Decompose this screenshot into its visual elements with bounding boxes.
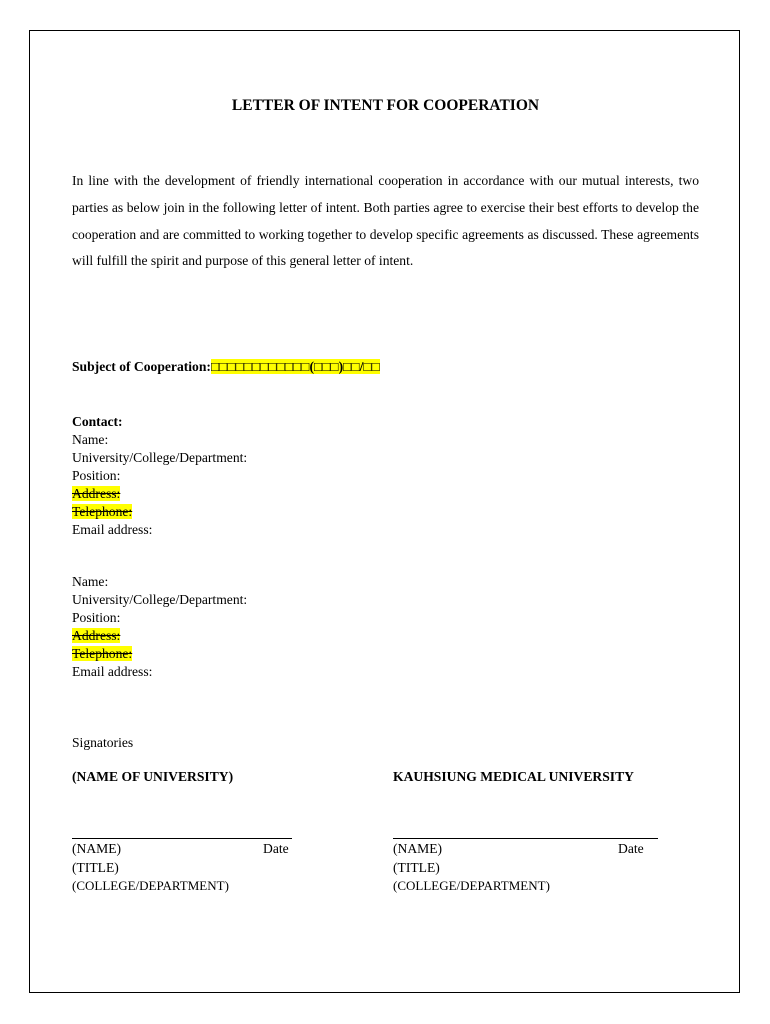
left-signature-line (72, 838, 292, 839)
contact1-telephone: Telephone: (72, 504, 133, 519)
right-sig-name: (NAME) (393, 841, 443, 856)
contact2-telephone: Telephone: (72, 646, 133, 661)
contact-block-2 (72, 573, 247, 681)
document-title: LETTER OF INTENT FOR COOPERATION (231, 97, 540, 114)
contact1-email: Email address: (72, 522, 153, 537)
contact1-department: University/College/Department: (72, 450, 248, 465)
right-signature-line (393, 838, 658, 839)
right-org-name: KAUHSIUNG MEDICAL UNIVERSITY (393, 769, 634, 784)
signatories-label: Signatories (72, 735, 134, 750)
subject-line (72, 359, 380, 375)
contact2-department: University/College/Department: (72, 592, 248, 607)
contact1-address: Address: (72, 486, 121, 501)
contact2-email: Email address: (72, 664, 153, 679)
right-sig-date: Date (618, 841, 644, 856)
contact2-name: Name: (72, 574, 109, 589)
right-sig-title: (TITLE) (393, 860, 440, 875)
subject-value: □□□□□□□□□□□□(□□□)□□/□□ (210, 359, 380, 374)
contact-header: Contact: (72, 414, 123, 429)
left-org-name: (NAME OF UNIVERSITY) (72, 769, 234, 784)
document-page (29, 30, 740, 993)
contact1-position: Position: (72, 468, 121, 483)
contact-block-1 (72, 413, 247, 539)
subject-label: Subject of Cooperation: (72, 359, 211, 374)
left-sig-date: Date (263, 841, 289, 856)
contact2-address: Address: (72, 628, 121, 643)
left-sig-title: (TITLE) (72, 860, 119, 875)
right-sig-dept: (COLLEGE/DEPARTMENT) (393, 878, 550, 893)
left-sig-name: (NAME) (72, 841, 122, 856)
contact2-position: Position: (72, 610, 121, 625)
left-sig-dept: (COLLEGE/DEPARTMENT) (72, 878, 229, 893)
intro-paragraph: In line with the development of friendly international cooperation in accordance with our mutual interests, two parties as below join in the following letter of intent. Both parties agree to exercise their best efforts to develop the cooperation and are committed to working together to develop specific agreements as discussed. These agreements will fulfill the spirit and purpose of this general letter of intent. (72, 173, 699, 269)
contact1-name: Name: (72, 432, 109, 447)
